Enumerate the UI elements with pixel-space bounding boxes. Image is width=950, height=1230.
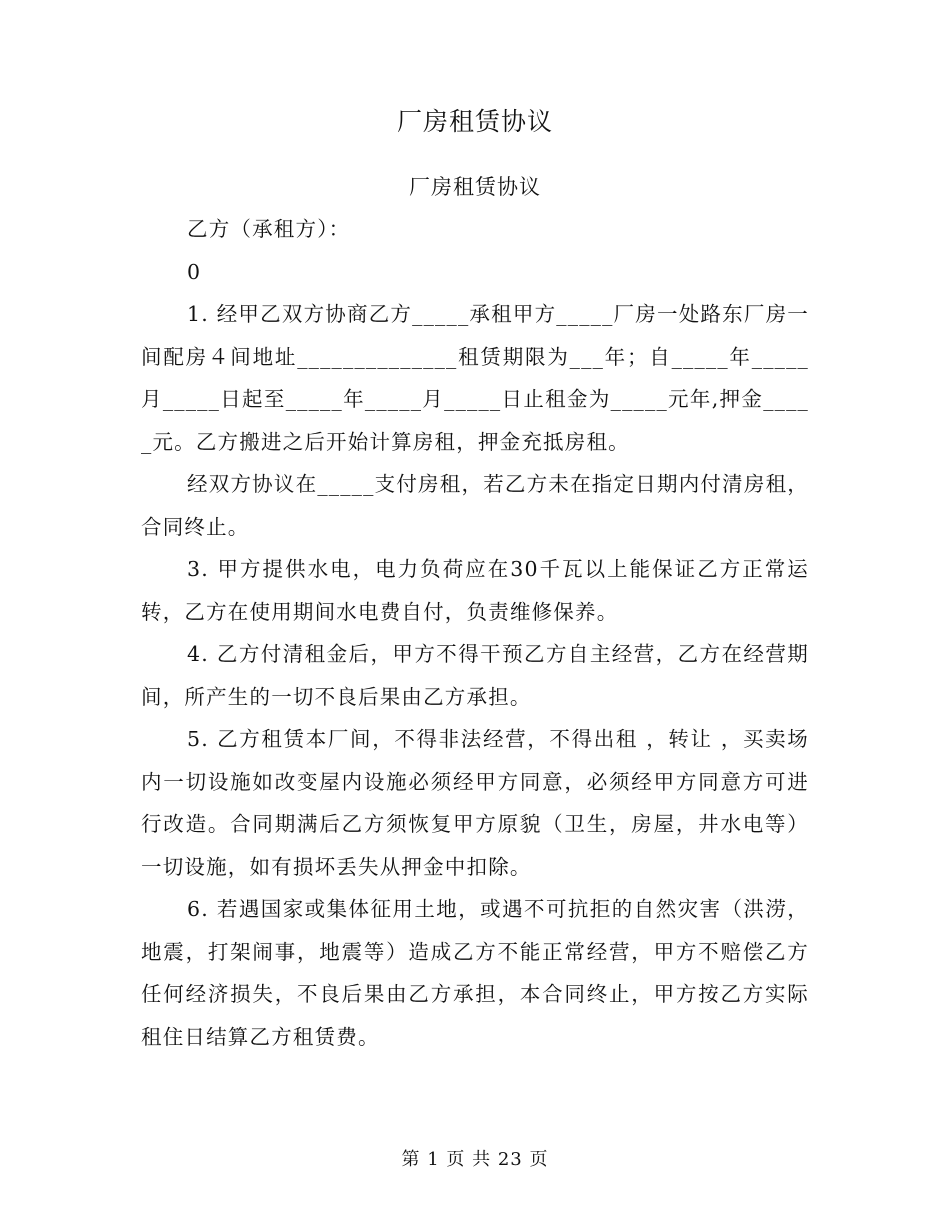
document-subtitle: 厂房租赁协议 — [409, 175, 541, 199]
document-title: 厂房租赁协议 — [396, 107, 553, 136]
paragraph-clause-3: 3. 甲方提供水电，电力负荷应在30千瓦以上能保证乙方正常运转，乙方在使用期间水电费自付，负责维修保养。 — [141, 557, 809, 624]
paragraph-zero: 0 — [187, 259, 202, 284]
paragraph-clause-1: 1. 经甲乙双方协商乙方_____承租甲方_____厂房一处路东厂房一间配房４间地址______________租赁期限为___年；自_____年_____月_____日起至_____年_____月_____日止租金为_____元年,押金_____元。乙方搬进之后开始计算房租，押金充抵房租。 — [141, 302, 809, 454]
document-body — [141, 208, 809, 1058]
paragraph-clause-5: 5. 乙方租赁本厂间，不得非法经营，不得出租 ，转让 ，买卖场内一切设施如改变屋内设施必须经甲方同意，必须经甲方同意方可进行改造。合同期满后乙方须恢复甲方原貌（卫生，房屋，井水电等）一切设施，如有损坏丢失从押金中扣除。 — [141, 727, 809, 879]
paragraph-party-b: 乙方（承租方）： — [187, 217, 351, 241]
paragraph-payment: 经双方协议在_____支付房租，若乙方未在指定日期内付清房租，合同终止。 — [141, 472, 809, 539]
paragraph-clause-4: 4. 乙方付清租金后，甲方不得干预乙方自主经营，乙方在经营期间，所产生的一切不良后果由乙方承担。 — [141, 642, 809, 709]
page-number-footer: 第 1 页 共 23 页 — [401, 1149, 549, 1170]
paragraph-clause-6: 6. 若遇国家或集体征用土地，或遇不可抗拒的自然灾害（洪涝，地震，打架闹事，地震等）造成乙方不能正常经营，甲方不赔偿乙方任何经济损失，不良后果由乙方承担，本合同终止，甲方按乙方实际租住日结算乙方租赁费。 — [141, 897, 809, 1049]
